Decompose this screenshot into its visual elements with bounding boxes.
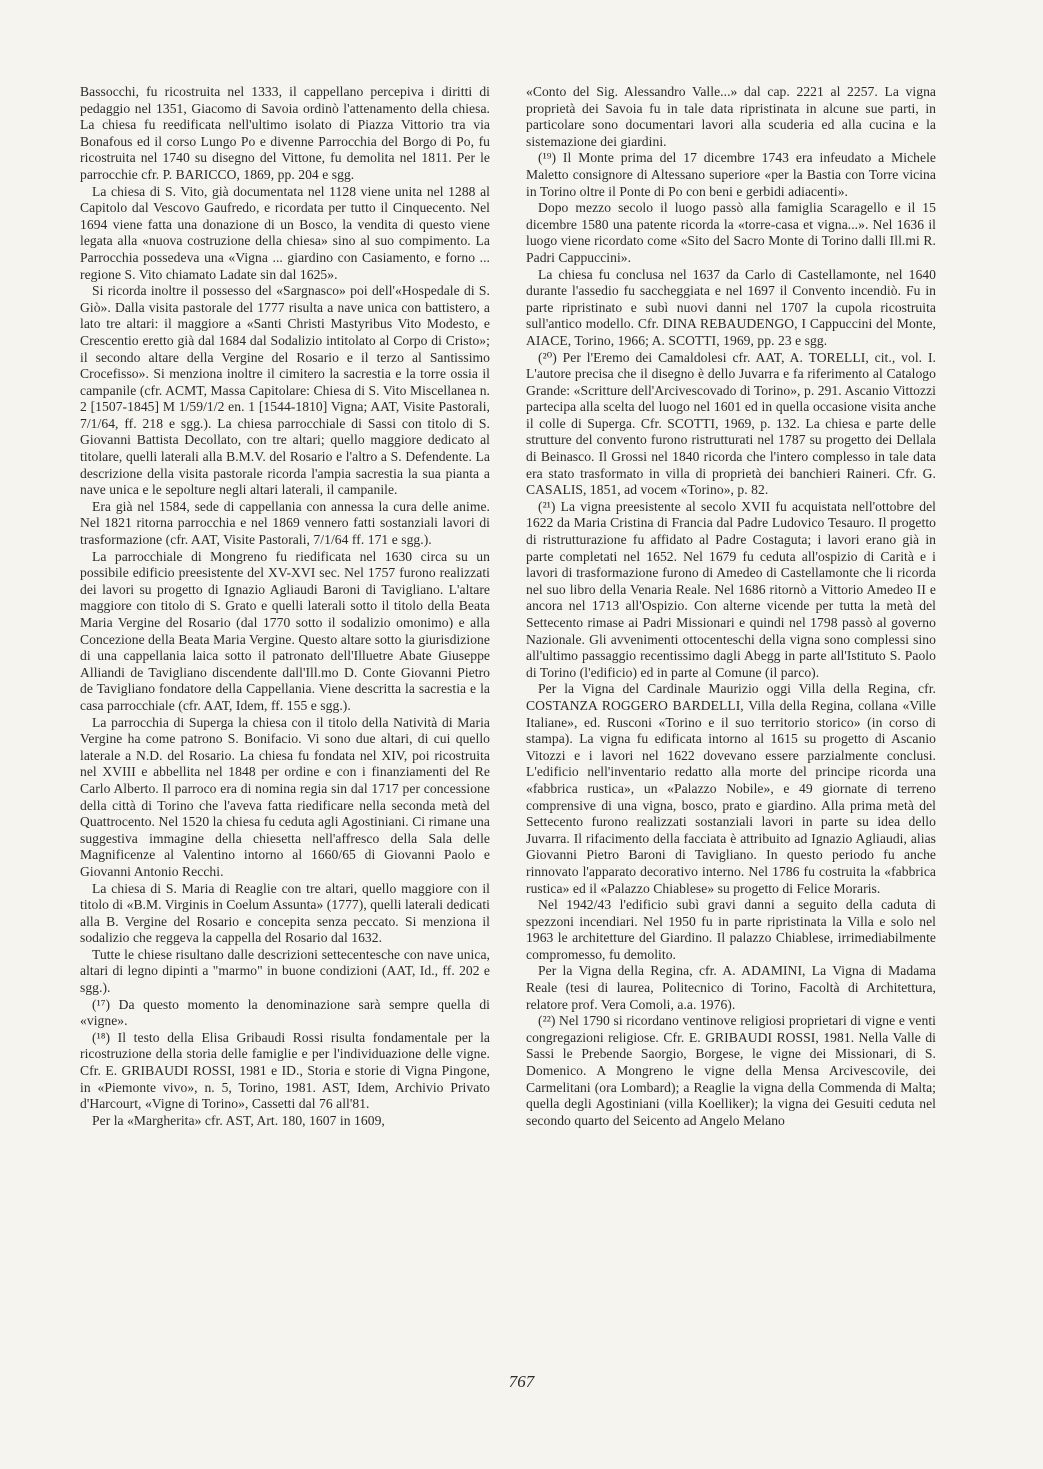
paragraph: Tutte le chiese risultano dalle descrizioni settecentesche con nave unica, altari di legno dipinti a "marmo" in buone condizioni (AAT, Id., ff. 202 e sgg.). — [80, 946, 490, 996]
paragraph: Per la «Margherita» cfr. AST, Art. 180, 1607 in 1609, — [92, 1112, 385, 1128]
right-column — [526, 84, 936, 1129]
footnote-17: (¹⁷) Da questo momento la denominazione sarà sempre quella di «vigne». — [80, 996, 490, 1029]
footnote-21: (²¹) La vigna preesistente al secolo XVII fu acquistata nell'ottobre del 1622 da Maria Cristina di Francia dal Padre Ludovico Tesauro. Il progetto di ristrutturazione fu affidato al Padre Costaguta; i lavori erano già in parte completati nel 1652. Nel 1679 fu ceduta all'ospizio di Carità e i lavori di trasformazione furono di Amedeo di Castellamonte che li ricorda nel suo libro della Venaria Reale. Nel 1686 ritornò a Vittorio Amedeo II e ancora nel 1713 all'Ospizio. Con alterne vicende per tutta la metà del Settecento rimase ai Padri Missionari e quindi nel 1798 passò al governo Nazionale. Gli avvenimenti ottocenteschi della vigna sono complessi sino all'ultimo passaggio recentissimo dagli Abegg in parte all'Istituto S. Paolo di Torino (l'edificio) ed in parte al Comune (il parco). — [526, 498, 936, 680]
paragraph: Si ricorda inoltre il possesso del «Sargnasco» poi dell'«Hospedale di S. Giò». Dalla visita pastorale del 1777 risulta a nave unica con battistero, a lato tre altari: il maggiore a «Santi Christi Mastyribus Vito Modesto, e Crescentio eretto già dal 1684 dal Sodalizio intitolato al Corpo di Cristo»; il secondo altare della Vergine del Rosario e il terzo al Santissimo Crocefisso». Si menziona inoltre il cimitero la sacrestia e la torre ossia il campanile (cfr. ACMT, Massa Capitolare: Chiesa di S. Vito Miscellanea n. 2 [1507-1845] M 1/59/1/2 en. 1 [1544-1810] Vigna; AAT, Visite Pastorali, 7/1/64, ff. 218 e sgg.). La chiesa parrocchiale di Sassi con titolo di S. Giovanni Battista Decollato, con tre altari; quello maggiore dedicato al titolare, quelli laterali alla B.M.V. del Rosario e l'altro a S. Defendente. La descrizione della visita pastorale ricorda l'ampia sacrestia la sua pianta a nave unica e le sepolture negli altari laterali, il campanile. — [80, 283, 490, 498]
paragraph: La chiesa fu conclusa nel 1637 da Carlo di Castellamonte, nel 1640 durante l'assedio fu saccheggiata e nel 1697 il Convento incendiò. Fu in parte ripristinato e subì nuovi danni nel 1707 la cupola ricostruita sull'antico modello. Cfr. DINA REBAUDENGO, I Cappuccini del Monte, AIACE, Torino, 1966; A. SCOTTI, 1969, pp. 23 e sgg. — [526, 266, 936, 348]
paragraph: Per la Vigna della Regina, cfr. A. ADAMINI, La Vigna di Madama Reale (tesi di laurea, Politecnico di Torino, Facoltà di Architettura, relatore prof. Vera Comoli, a.a. 1976). — [526, 963, 936, 1012]
paragraph: Era già nel 1584, sede di cappellania con annessa la cura delle anime. Nel 1821 ritorna parrocchia e nel 1869 vennero fatti sostanziali lavori di trasformazione (cfr. AAT, Visite Pastorali, 7/1/64 ff. 171 e sgg.). — [80, 498, 490, 548]
footnote-22: (²²) Nel 1790 si ricordano ventinove religiosi proprietari di vigne e venti congregazioni religiose. Cfr. E. GRIBAUDI ROSSI, 1981. Nella Valle di Sassi le Prebende Saorgio, Borgese, le vigne dei Missionari, di S. Domenico. A Mongreno le vigne della Mensa Arcivescovile, dei Carmelitani (ora Lombard); a Reaglie la vigna della Commenda di Malta; quella degli Agostiniani (villa Koelliker); la vigna dei Gesuiti ceduta nel secondo quarto del Seicento ad Angelo Melano — [526, 1013, 936, 1128]
paragraph: Per la Vigna del Cardinale Maurizio oggi Villa della Regina, cfr. COSTANZA ROGGERO BARDELLI, Villa della Regina, collana «Ville Italiane», ed. Rusconi «Torino e il suo territorio storico» (in corso di stampa). La vigna fu edificata intorno al 1615 su progetto di Ascanio Vitozzi e i lavori nel 1622 dovevano essere parzialmente conclusi. L'edificio nell'inventario redatto alla morte del principe ricorda una «fabbrica rustica», un «Palazzo Nobile», e 49 giornate di terreno comprensive di una vigna, bosco, prato e giardino. Alla prima metà del Settecento furono realizzati sostanziali lavori in parte su idea dello Juvarra. Il rifacimento della facciata è attribuito ad Ignazio Agliaudi, alias Giovanni Pietro Baroni di Tavigliano. In questo periodo fu anche rinnovato l'apparato decorativo interno. Nel 1786 fu costruita la «fabbrica rustica» ed il «Palazzo Chiablese» su progetto di Felice Moraris. — [526, 681, 936, 896]
left-column — [80, 84, 490, 1129]
paragraph: Nel 1942/43 l'edificio subì gravi danni a seguito della caduta di spezzoni incendiari. Nel 1950 fu in parte ripristinata la Villa e solo nel 1963 le architetture del Giardino. Il palazzo Chiablese, irrimediabilmente compromesso, fu demolito. — [526, 897, 936, 962]
paragraph: La parrocchia di Superga la chiesa con il titolo della Natività di Maria Vergine ha come patrono S. Bonifacio. Vi sono due altari, di cui quello laterale a N.D. del Rosario. La chiesa fu fondata nel XIV, poi ricostruita nel XVIII e abbellita nel 1848 per ordine e con i finanziamenti del Re Carlo Alberto. Il parroco era di nomina regia sin dal 1717 per concessione della città di Torino che l'aveva fatta riedificare nella seconda metà del Quattrocento. Nel 1520 la chiesa fu ceduta agli Agostiniani. Ci rimane una suggestiva immagine della chiesetta nell'affresco della Sala delle Magnificenze al Valentino intorno al 1660/65 di Giovanni Paolo e Giovanni Antonio Recchi. — [80, 714, 490, 879]
paragraph: La chiesa di S. Maria di Reaglie con tre altari, quello maggiore con il titolo di «B.M. Virginis in Coelum Assunta» (1777), quelli laterali dedicati alla B. Vergine del Rosario e concepita senza peccato. Si menziona il sodalizio che reggeva la cappella del Rosario dal 1632. — [80, 880, 490, 946]
page-number: 767 — [508, 1372, 535, 1391]
paragraph: «Conto del Sig. Alessandro Valle...» dal cap. 2221 al 2257. La vigna proprietà dei Savoia fu in tale data ripristinata in alcune sue parti, in particolare sono documentari lavori alla scuderia ed alla cucina e la sistemazione dei giardini. — [526, 84, 936, 149]
footnote-18: (¹⁸) Il testo della Elisa Gribaudi Rossi risulta fondamentale per la ricostruzione della storia delle famiglie e per l'individuazione delle vigne. Cfr. E. GRIBAUDI ROSSI, 1981 e ID., Storia e storie di Vigna Pingone, in «Piemonte vivo», n. 5, Torino, 1981. AST, Idem, Archivio Privato d'Harcourt, «Vigne di Torino», Cassetti dal 76 all'81. — [80, 1029, 490, 1112]
footnote-20: (²⁰) Per l'Eremo dei Camaldolesi cfr. AAT, A. TORELLI, cit., vol. I. L'autore precisa che il disegno è dello Juvarra e fa riferimento al Catalogo Grande: «Scritture dell'Arcivescovado di Torino», p. 291. Ascanio Vittozzi partecipa alla scelta del luogo nel 1601 ed in quella occasione visita anche il colle di Superga. Cfr. SCOTTI, 1969, p. 132. La chiesa e parte delle strutture del convento furono ristrutturati nel 1787 su progetto dei Dellala di Beinasco. Il Grossi nel 1840 ricorda che l'intero complesso in tale data era stato trasformato in villa di proprietà dei banchieri Raineri. Cfr. G. CASALIS, 1851, ad vocem «Torino», p. 82. — [526, 349, 936, 498]
paragraph: Bassocchi, fu ricostruita nel 1333, il cappellano percepiva i diritti di pedaggio nel 1351, Giacomo di Savoia ordinò l'attenamento della chiesa. La chiesa fu reedificata nell'ultimo isolato di Piazza Vittorio tra via Bonafous ed il corso Lungo Po e divenne Parrocchia del Borgo di Po, fu ricostruita nel 1740 su disegno del Vittone, fu demolita nel 1811. Per le parrocchie cfr. P. BARICCO, 1869, pp. 204 e sgg. — [80, 84, 490, 182]
paragraph: Dopo mezzo secolo il luogo passò alla famiglia Scaragello e il 15 dicembre 1580 una patente ricorda la «torre-casa et vigna...». Nel 1636 il luogo viene ricordato come «Sito del Sacro Monte di Torino dalli Ill.mi R. Padri Cappuccini». — [526, 200, 936, 265]
paragraph: La parrocchiale di Mongreno fu riedificata nel 1630 circa su un possibile edificio preesistente del XV-XVI sec. Nel 1757 furono realizzati dei lavori su progetto di Ignazio Agliaudi Baroni di Tavigliano. L'altare maggiore con titolo di S. Grato e quelli laterali sotto il titolo della Beata Maria Vergine del Rosario (dal 1770 sotto il sodalizio omonimo) e alla Concezione della Beata Maria Vergine. Questo altare sotto la giurisdizione di una cappellania laica sotto il patronato dell'Illuetre Abate Giuseppe Alliandi de Tavigliano discendente dall'Ill.mo D. Conte Giovanni Pietro de Tavigliano fondatore della Cappellania. Viene descritta la sacrestia e la casa parrocchiale (cfr. AAT, Idem, ff. 155 e sgg.). — [80, 548, 490, 713]
footnote-19: (¹⁹) Il Monte prima del 17 dicembre 1743 era infeudato a Michele Maletto consignore di Altessano superiore «per la Bastia con Torre vicina in Torino oltre il Ponte di Po con beni e gerbidi adiacenti». — [526, 150, 936, 199]
paragraph: La chiesa di S. Vito, già documentata nel 1128 viene unita nel 1288 al Capitolo dal Vescovo Gaufredo, e ricordata per tutto il Cinquecento. Nel 1694 viene fatta una donazione di un Bosco, la vendita di questo viene legata alla «nuova costruzione della chiesa» sino al suo compimento. La Parrocchia possedeva una «Vigna ... giardino con Casiamento, e forno ... regione S. Vito chiamato Ladate sin dal 1625». — [80, 183, 490, 282]
